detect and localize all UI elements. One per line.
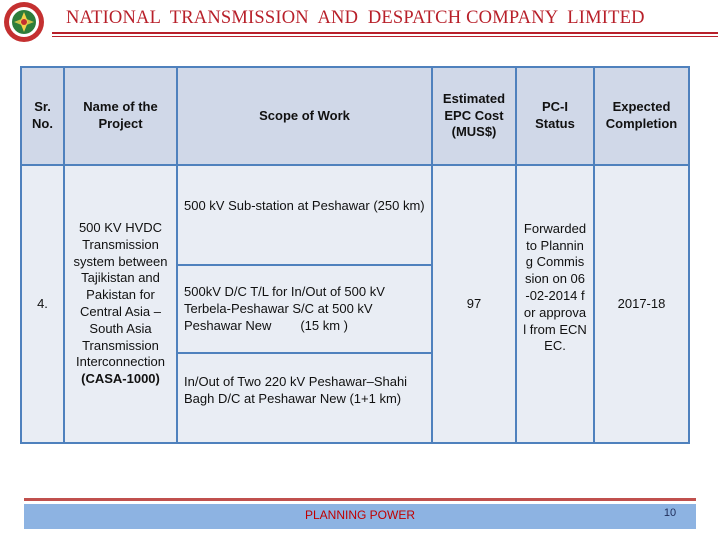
scope-item-3: [178, 354, 431, 442]
header-project-name-text: Name of the Project: [83, 99, 158, 131]
header-sr-no: [22, 68, 63, 164]
page-number: 10: [663, 507, 677, 519]
scope-item-1-text: 500 kV Sub-station at Peshawar (250 km): [184, 198, 425, 213]
header-completion-text: Expected Completion: [605, 99, 678, 131]
pc1-status-text: Forwarded to Planning Commission on 06-02-2014 for approval from ECNEC.: [523, 220, 587, 354]
title-divider-thin: [52, 36, 718, 37]
header-sr-no-text: Sr. No.: [32, 99, 53, 131]
scope-item-2: [178, 266, 431, 352]
footer-divider: [24, 498, 696, 501]
cell-project-name: [65, 166, 176, 442]
cost-value: 97: [466, 295, 482, 311]
completion-value: 2017-18: [617, 295, 666, 311]
cell-cost: [433, 166, 515, 442]
header-cost: [433, 68, 515, 164]
project-name-block: [71, 220, 171, 388]
cell-sr-no: [22, 166, 63, 442]
header-pc1-status: [517, 68, 593, 164]
footer-label: PLANNING POWER: [304, 508, 415, 522]
scope-item-3-text: In/Out of Two 220 kV Peshawar–Shahi Bagh D/C at Peshawar New (1+1 km): [184, 374, 408, 406]
title-divider: [52, 32, 718, 34]
ntdc-seal-icon: [2, 1, 46, 43]
cell-pc1-status: [517, 166, 593, 442]
header-completion: [595, 68, 688, 164]
scope-item-1: [178, 166, 431, 264]
header-scope-text: Scope of Work: [259, 107, 350, 123]
sr-no-value: 4.: [37, 295, 48, 311]
header-cost-text: Estimated EPC Cost (MUS$): [442, 90, 506, 140]
page-title: NATIONAL TRANSMISSION AND DESPATCH COMPANY LIMITED: [66, 8, 645, 28]
header-scope: [178, 68, 431, 164]
project-table: [20, 66, 690, 444]
header-project-name: [65, 68, 176, 164]
scope-item-2-text: 500kV D/C T/L for In/Out of 500 kV Terbela-Peshawar S/C at 500 kV Peshawar New (15 km ): [184, 284, 389, 333]
cell-completion: [595, 166, 688, 442]
header-pc1-status-text: PC-I Status: [535, 99, 575, 131]
project-code-text: (CASA-1000): [81, 371, 160, 387]
project-name-text: 500 KV HVDC Transmission system between Tajikistan and Pakistan for Central Asia – South Asia Transmission Interconnection: [73, 220, 168, 370]
